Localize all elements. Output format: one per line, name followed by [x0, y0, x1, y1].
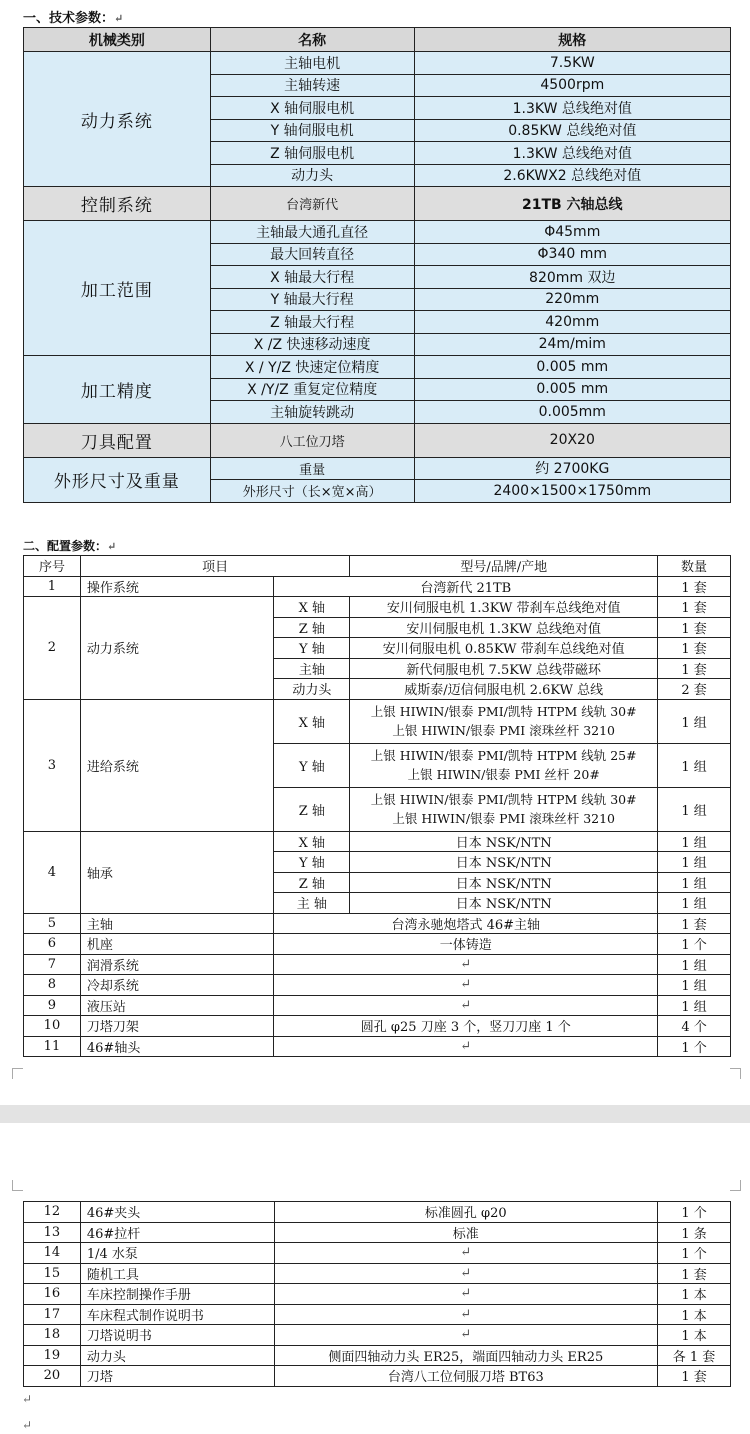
- row-model: 威斯泰/迈信伺服电机 2.6KW 总线: [350, 679, 658, 700]
- model-line: 上银 HIWIN/银泰 PMI/凯特 HTPM 线轨 30#: [370, 704, 637, 719]
- table-row: [24, 1016, 731, 1037]
- row-item: 冷却系统: [80, 975, 274, 996]
- row-item: 刀塔刀架: [80, 1016, 274, 1037]
- row-model: ↵: [274, 1243, 658, 1264]
- row-qty: 1 套: [658, 597, 731, 618]
- section2-title: 二、配置参数：↵: [23, 539, 117, 553]
- table-row: [24, 576, 731, 597]
- row-model: [350, 743, 658, 787]
- table-row: [24, 1222, 731, 1243]
- row-model: ↵: [274, 995, 658, 1016]
- row-no: 17: [24, 1304, 81, 1325]
- config-table-continued: [23, 1201, 731, 1387]
- param-spec: 820mm 双边: [414, 266, 730, 289]
- row-model: ↵: [274, 975, 658, 996]
- param-name: 重量: [210, 457, 414, 480]
- row-model: 日本 NSK/NTN: [350, 872, 658, 893]
- param-name: 八工位刀塔: [210, 423, 414, 457]
- row-qty: 1 个: [658, 934, 731, 955]
- row-qty: 1 个: [658, 1202, 731, 1223]
- table-row: [24, 913, 731, 934]
- row-item: 刀塔说明书: [80, 1325, 274, 1346]
- row-qty: 1 组: [658, 893, 731, 914]
- row-qty: 1 组: [658, 699, 731, 743]
- config-header-row: [24, 556, 731, 577]
- table-row: [24, 995, 731, 1016]
- table-row: [24, 699, 731, 743]
- row-item: 机座: [80, 934, 274, 955]
- row-model: 圆孔 φ25 刀座 3 个，竖刀刀座 1 个: [274, 1016, 658, 1037]
- param-name: 动力头: [210, 164, 414, 187]
- param-spec: 2400×1500×1750mm: [414, 480, 730, 503]
- page-corner-mark: [730, 1180, 741, 1191]
- row-axis: Z 轴: [274, 787, 350, 831]
- row-qty: 1 组: [658, 995, 731, 1016]
- row-model: 一体铸造: [274, 934, 658, 955]
- table-row: [24, 423, 731, 457]
- param-spec: 约 2700KG: [414, 457, 730, 480]
- row-no: 7: [24, 954, 81, 975]
- col-spec: 规格: [414, 28, 730, 52]
- page-corner-mark: [12, 1180, 23, 1191]
- row-model: 安川伺服电机 1.3KW 带刹车总线绝对值: [350, 597, 658, 618]
- row-item: 润滑系统: [80, 954, 274, 975]
- row-qty: 1 套: [658, 1263, 731, 1284]
- col-model: 型号/品牌/产地: [350, 556, 658, 577]
- row-no: 9: [24, 995, 81, 1016]
- param-spec: 1.3KW 总线绝对值: [414, 97, 730, 120]
- param-spec: 0.005mm: [414, 401, 730, 424]
- row-no: 1: [24, 576, 81, 597]
- row-no: 16: [24, 1284, 81, 1305]
- row-qty: 1 个: [658, 1243, 731, 1264]
- row-qty: 1 组: [658, 852, 731, 873]
- row-item: 随机工具: [80, 1263, 274, 1284]
- row-model: 日本 NSK/NTN: [350, 831, 658, 852]
- row-model: ↵: [274, 1284, 658, 1305]
- table-row: [24, 1263, 731, 1284]
- param-spec: 1.3KW 总线绝对值: [414, 142, 730, 165]
- row-item: 动力头: [80, 1345, 274, 1366]
- row-no: 6: [24, 934, 81, 955]
- tech-params-table: [23, 27, 731, 503]
- model-line: 上银 HIWIN/银泰 PMI/凯特 HTPM 线轨 25#: [370, 748, 637, 763]
- col-name: 名称: [210, 28, 414, 52]
- row-no: 4: [24, 831, 81, 913]
- row-qty: 1 套: [658, 638, 731, 659]
- row-no: 13: [24, 1222, 81, 1243]
- param-spec: 24m/mim: [414, 333, 730, 356]
- row-axis: Z 轴: [274, 617, 350, 638]
- config-table: [23, 555, 731, 1057]
- row-model: 日本 NSK/NTN: [350, 893, 658, 914]
- row-item: 操作系统: [80, 576, 274, 597]
- table-row: [24, 356, 731, 379]
- param-name: X / Y/Z 快速定位精度: [210, 356, 414, 379]
- param-spec: 4500rpm: [414, 74, 730, 97]
- table-row: [24, 1304, 731, 1325]
- paragraph-mark: ↵: [22, 1418, 33, 1432]
- row-qty: 1 套: [658, 913, 731, 934]
- row-no: 10: [24, 1016, 81, 1037]
- row-model: 标准: [274, 1222, 658, 1243]
- param-name: Z 轴伺服电机: [210, 142, 414, 165]
- row-model: ↵: [274, 1036, 658, 1057]
- row-no: 11: [24, 1036, 81, 1057]
- param-name: X 轴伺服电机: [210, 97, 414, 120]
- row-axis: X 轴: [274, 831, 350, 852]
- row-no: 15: [24, 1263, 81, 1284]
- table-row: [24, 597, 731, 618]
- param-name: Z 轴最大行程: [210, 311, 414, 334]
- table-row: [24, 187, 731, 221]
- row-no: 8: [24, 975, 81, 996]
- row-item: 46#拉杆: [80, 1222, 274, 1243]
- row-model: ↵: [274, 1263, 658, 1284]
- row-axis: Y 轴: [274, 743, 350, 787]
- table-row: [24, 52, 731, 75]
- param-name: X /Z 快速移动速度: [210, 333, 414, 356]
- row-model: 台湾八工位伺服刀塔 BT63: [274, 1366, 658, 1387]
- param-name: 外形尺寸（长×宽×高）: [210, 480, 414, 503]
- row-qty: 1 个: [658, 1036, 731, 1057]
- category-range: 加工范围: [24, 221, 211, 356]
- table-row: [24, 1202, 731, 1223]
- table-row: [24, 457, 731, 480]
- row-qty: 1 本: [658, 1304, 731, 1325]
- table-row: [24, 221, 731, 244]
- row-item: 刀塔: [80, 1366, 274, 1387]
- model-line: 上银 HIWIN/银泰 PMI/凯特 HTPM 线轨 30#: [370, 792, 637, 807]
- row-axis: X 轴: [274, 699, 350, 743]
- model-line: 上银 HIWIN/银泰 PMI 丝杆 20#: [407, 767, 600, 782]
- param-spec: 0.005 mm: [414, 356, 730, 379]
- row-no: 18: [24, 1325, 81, 1346]
- row-no: 20: [24, 1366, 81, 1387]
- table-row: [24, 1243, 731, 1264]
- row-model: 安川伺服电机 1.3KW 总线绝对值: [350, 617, 658, 638]
- row-item: 46#轴头: [80, 1036, 274, 1057]
- row-qty: 1 组: [658, 743, 731, 787]
- page-corner-mark: [730, 1068, 741, 1079]
- category-precision: 加工精度: [24, 356, 211, 424]
- row-model: [350, 787, 658, 831]
- row-axis: Y 轴: [274, 638, 350, 659]
- row-qty: 4 个: [658, 1016, 731, 1037]
- row-model: 侧面四轴动力头 ER25，端面四轴动力头 ER25: [274, 1345, 658, 1366]
- row-model: 日本 NSK/NTN: [350, 852, 658, 873]
- row-item: 轴承: [80, 831, 274, 913]
- row-qty: 各 1 套: [658, 1345, 731, 1366]
- row-no: 5: [24, 913, 81, 934]
- page-break: [0, 1105, 750, 1123]
- row-model: 安川伺服电机 0.85KW 带刹车总线绝对值: [350, 638, 658, 659]
- col-no: 序号: [24, 556, 81, 577]
- table-row: [24, 954, 731, 975]
- tech-header-row: [24, 28, 731, 52]
- row-item: 1/4 水泵: [80, 1243, 274, 1264]
- param-spec: 7.5KW: [414, 52, 730, 75]
- param-name: 最大回转直径: [210, 243, 414, 266]
- row-no: 19: [24, 1345, 81, 1366]
- category-control: 控制系统: [24, 187, 211, 221]
- param-spec: 420mm: [414, 311, 730, 334]
- col-qty: 数量: [658, 556, 731, 577]
- row-qty: 1 套: [658, 617, 731, 638]
- row-qty: 1 本: [658, 1325, 731, 1346]
- table-row: [24, 975, 731, 996]
- row-qty: 1 组: [658, 954, 731, 975]
- param-spec: 0.005 mm: [414, 378, 730, 401]
- row-item: 46#夹头: [80, 1202, 274, 1223]
- table-row: [24, 831, 731, 852]
- category-tool: 刀具配置: [24, 423, 211, 457]
- row-qty: 2 套: [658, 679, 731, 700]
- param-spec: 220mm: [414, 288, 730, 311]
- param-name: Y 轴伺服电机: [210, 119, 414, 142]
- col-item: 项目: [80, 556, 349, 577]
- table-row: [24, 1366, 731, 1387]
- row-no: 12: [24, 1202, 81, 1223]
- row-item: 液压站: [80, 995, 274, 1016]
- category-dimension: 外形尺寸及重量: [24, 457, 211, 502]
- row-model: ↵: [274, 1325, 658, 1346]
- row-qty: 1 条: [658, 1222, 731, 1243]
- row-qty: 1 本: [658, 1284, 731, 1305]
- row-model: 台湾永驰炮塔式 46#主轴: [274, 913, 658, 934]
- param-name: X /Y/Z 重复定位精度: [210, 378, 414, 401]
- param-name: 台湾新代: [210, 187, 414, 221]
- row-item: 主轴: [80, 913, 274, 934]
- model-line: 上银 HIWIN/银泰 PMI 滚珠丝杆 3210: [392, 811, 616, 826]
- row-item: 进给系统: [80, 699, 274, 831]
- row-item: 车床控制操作手册: [80, 1284, 274, 1305]
- param-spec: 0.85KW 总线绝对值: [414, 119, 730, 142]
- section1-title: 一、技术参数：↵: [23, 11, 124, 26]
- param-name: Y 轴最大行程: [210, 288, 414, 311]
- row-axis: 主 轴: [274, 893, 350, 914]
- row-item: 车床程式制作说明书: [80, 1304, 274, 1325]
- table-row: [24, 1345, 731, 1366]
- param-name: X 轴最大行程: [210, 266, 414, 289]
- paragraph-mark: ↵: [22, 1392, 33, 1406]
- row-model: 标准圆孔 φ20: [274, 1202, 658, 1223]
- row-no: 3: [24, 699, 81, 831]
- row-qty: 1 组: [658, 975, 731, 996]
- row-qty: 1 组: [658, 872, 731, 893]
- param-spec: Φ340 mm: [414, 243, 730, 266]
- row-no: 14: [24, 1243, 81, 1264]
- param-name: 主轴电机: [210, 52, 414, 75]
- row-qty: 1 组: [658, 831, 731, 852]
- row-axis: X 轴: [274, 597, 350, 618]
- param-spec: 2.6KWX2 总线绝对值: [414, 164, 730, 187]
- model-line: 上银 HIWIN/银泰 PMI 滚珠丝杆 3210: [392, 723, 616, 738]
- table-row: [24, 1325, 731, 1346]
- col-category: 机械类别: [24, 28, 211, 52]
- table-row: [24, 1036, 731, 1057]
- table-row: [24, 934, 731, 955]
- param-name: 主轴转速: [210, 74, 414, 97]
- param-spec: Φ45mm: [414, 221, 730, 244]
- table-row: [24, 1284, 731, 1305]
- row-item: 动力系统: [80, 597, 274, 700]
- row-model: ↵: [274, 954, 658, 975]
- row-model: ↵: [274, 1304, 658, 1325]
- param-name: 主轴最大通孔直径: [210, 221, 414, 244]
- row-model: 新代伺服电机 7.5KW 总线带磁环: [350, 658, 658, 679]
- row-axis: 动力头: [274, 679, 350, 700]
- param-spec: 20X20: [414, 423, 730, 457]
- param-name: 主轴旋转跳动: [210, 401, 414, 424]
- row-no: 2: [24, 597, 81, 700]
- category-power: 动力系统: [24, 52, 211, 187]
- row-qty: 1 套: [658, 658, 731, 679]
- row-axis: Y 轴: [274, 852, 350, 873]
- row-axis: 主轴: [274, 658, 350, 679]
- row-qty: 1 套: [658, 576, 731, 597]
- param-spec: 21TB 六轴总线: [414, 187, 730, 221]
- row-qty: 1 套: [658, 1366, 731, 1387]
- page-corner-mark: [12, 1068, 23, 1079]
- row-model: 台湾新代 21TB: [274, 576, 658, 597]
- row-qty: 1 组: [658, 787, 731, 831]
- row-model: [350, 699, 658, 743]
- row-axis: Z 轴: [274, 872, 350, 893]
